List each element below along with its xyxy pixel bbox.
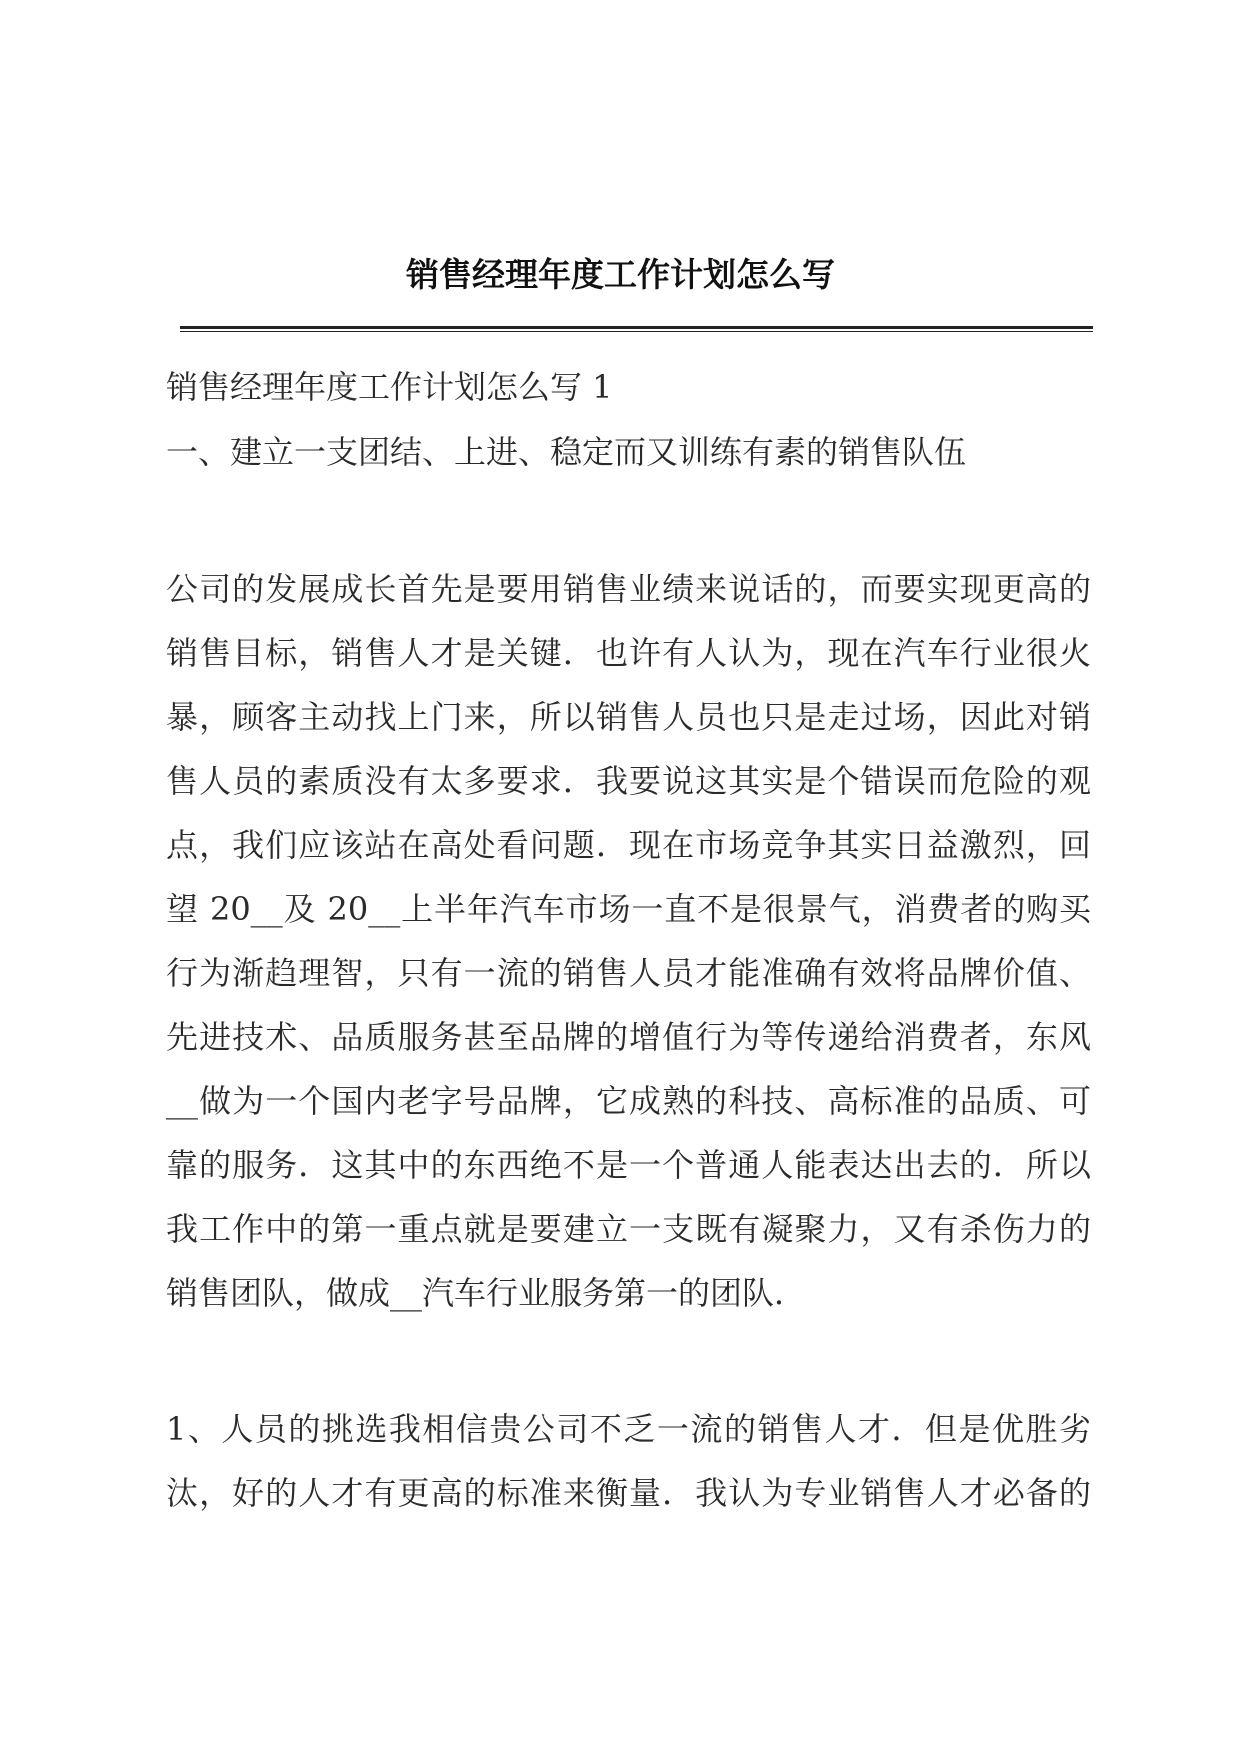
paragraph-line: 公司的发展成长首先是要用销售业绩来说话的，而要实现更高的 xyxy=(166,570,1091,608)
paragraph-line: 点，我们应该站在高处看问题．现在市场竞争其实日益激烈，回 xyxy=(166,826,1091,864)
paragraph-line: 销售团队，做成__汽车行业服务第一的团队． xyxy=(166,1274,807,1312)
paragraph-line: 汰，好的人才有更高的标准来衡量．我认为专业销售人才必备的 xyxy=(166,1474,1091,1512)
paragraph-line: 销售目标，销售人才是关键．也许有人认为，现在汽车行业很火 xyxy=(166,634,1091,672)
paragraph-line: 1、人员的挑选我相信贵公司不乏一流的销售人才．但是优胜劣 xyxy=(166,1410,1091,1448)
section-heading: 一、建立一支团结、上进、稳定而又训练有素的销售队伍 xyxy=(166,433,967,471)
document-title: 销售经理年度工作计划怎么写 xyxy=(406,255,835,294)
paragraph-line: 先进技术、品质服务甚至品牌的增值行为等传递给消费者，东风 xyxy=(166,1018,1091,1056)
paragraph-line: 靠的服务．这其中的东西绝不是一个普通人能表达出去的．所以 xyxy=(166,1146,1091,1184)
paragraph-line: 我工作中的第一重点就是要建立一支既有凝聚力，又有杀伤力的 xyxy=(166,1210,1091,1248)
paragraph-line: __做为一个国内老字号品牌，它成熟的科技、高标准的品质、可 xyxy=(166,1082,1091,1120)
document-subtitle: 销售经理年度工作计划怎么写 1 xyxy=(166,368,613,406)
paragraph-line: 售人员的素质没有太多要求．我要说这其实是个错误而危险的观 xyxy=(166,762,1091,800)
paragraph-line: 暴，顾客主动找上门来，所以销售人员也只是走过场，因此对销 xyxy=(166,698,1091,736)
paragraph-line: 望 20__及 20__上半年汽车市场一直不是很景气，消费者的购买 xyxy=(166,890,1091,928)
paragraph-line: 行为渐趋理智，只有一流的销售人员才能准确有效将品牌价值、 xyxy=(166,954,1091,992)
title-divider xyxy=(180,326,1093,332)
